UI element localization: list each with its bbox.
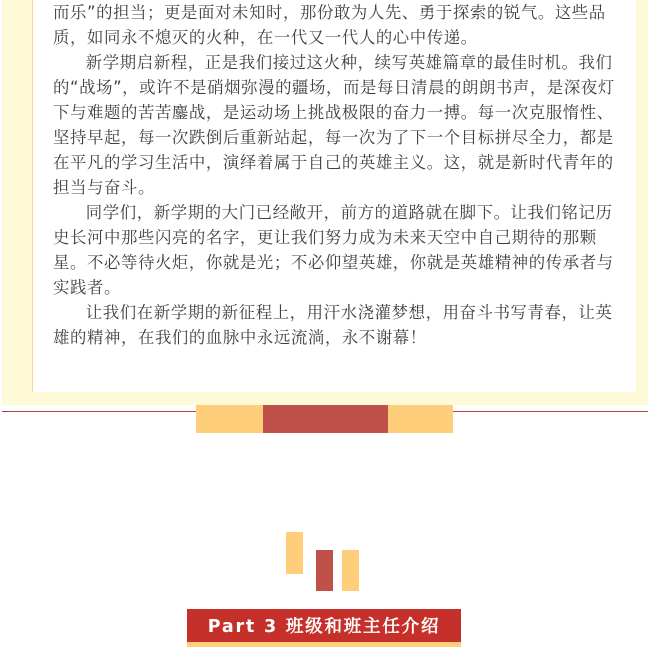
decor-bar-3 <box>342 550 359 591</box>
section-title-banner <box>187 609 461 642</box>
section-title: Part 3 班级和班主任介绍 <box>207 617 441 637</box>
paragraph-1: 而乐”的担当；更是面对未知时，那份敢为人先、勇于探索的锐气。这些品质，如同永不熄灭的火种，在一代又一代人的心中传递。 <box>53 3 606 47</box>
decor-bar-2 <box>316 550 333 591</box>
divider-bar-center <box>263 405 388 433</box>
divider-bar-right <box>388 405 453 433</box>
article-body <box>53 0 615 350</box>
decor-bar-1 <box>286 532 303 574</box>
paragraph-3: 同学们，新学期的大门已经敞开，前方的道路就在脚下。让我们铭记历史长河中那些闪亮的名字，更让我们努力成为未来天空中自己期待的那颗星。不必等待火炬，你就是光；不必仰望英雄，你就是英雄精神的传承者与实践者。 <box>53 203 614 297</box>
paragraph-4: 让我们在新学期的新征程上，用汗水浇灌梦想，用奋斗书写青春，让英雄的精神，在我们的血脉中永远流淌，永不谢幕！ <box>53 303 613 347</box>
article-card <box>32 0 636 392</box>
paragraph-2: 新学期启新程，正是我们接过这火种，续写英雄篇章的最佳时机。我们的“战场”，或许不是硝烟弥漫的疆场，而是每日清晨的朗朗书声，是深夜灯下与难题的苦苦鏖战，是运动场上挑战极限的奋力一搏。每一次克服惰性、坚持早起，每一次跌倒后重新站起，每一次为了下一个目标拼尽全力，都是在平凡的学习生活中，演绎着属于自己的英雄主义。这，就是新时代青年的担当与奋斗。 <box>53 53 615 197</box>
section-title-underline <box>187 642 461 647</box>
divider-bar-left <box>196 405 263 433</box>
article-frame <box>2 0 648 405</box>
